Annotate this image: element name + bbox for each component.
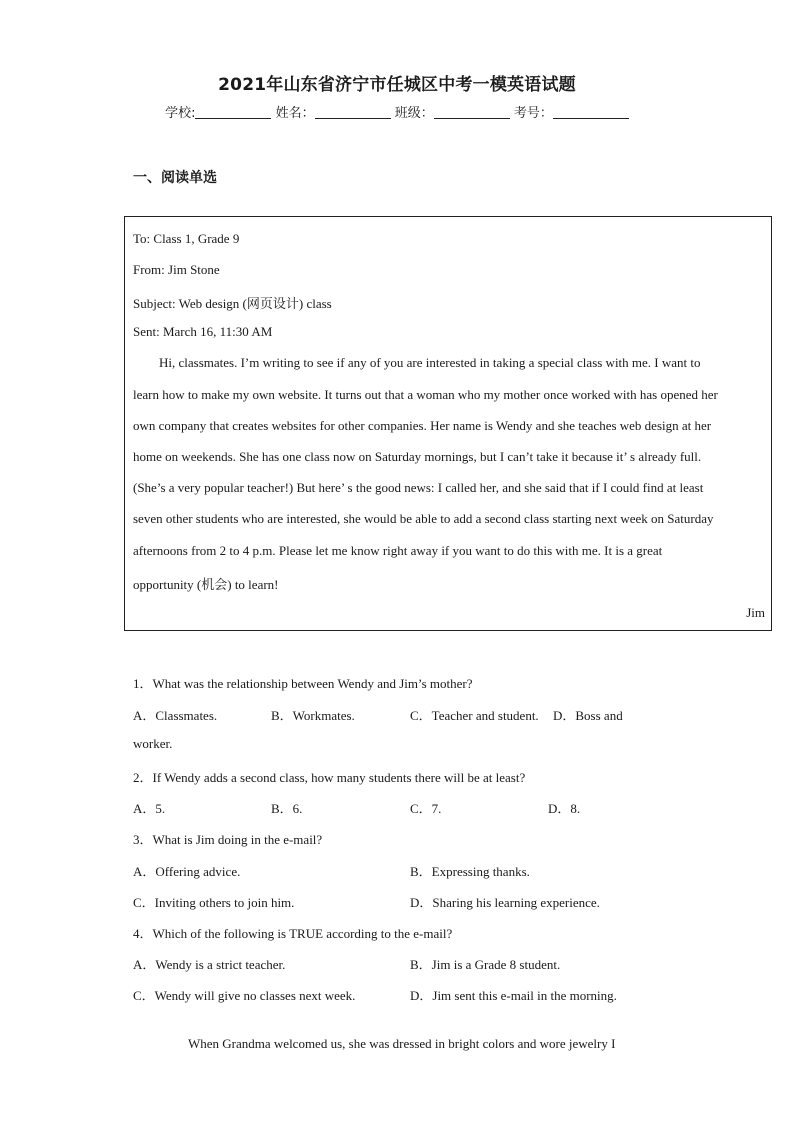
- q1-option-b[interactable]: B．Workmates.: [271, 708, 355, 723]
- exam-number-label: 考号：: [513, 106, 553, 121]
- email-signature: Jim: [746, 605, 765, 620]
- email-subject: Subject: Web design (网页设计) class: [133, 296, 332, 311]
- q1-option-c[interactable]: C．Teacher and student.: [410, 708, 539, 723]
- email-to: To: Class 1, Grade 9: [133, 231, 240, 246]
- email-body-line: (She’s a very popular teacher!) But here’ s the good news: I called her, and she said that if I could find at least: [133, 480, 704, 495]
- exam-title: 2021年山东省济宁市任城区中考一模英语试题: [218, 75, 576, 95]
- class-label: 班级：: [394, 106, 434, 121]
- student-info-line: [0, 102, 794, 121]
- email-body-line: Hi, classmates. I’m writing to see if any of you are interested in taking a special class with me. I want to: [159, 355, 701, 370]
- email-body-line: afternoons from 2 to 4 p.m. Please let me know right away if you want to do this with me. It is a great: [133, 543, 663, 558]
- question-2-text: 2．If Wendy adds a second class, how many students there will be at least?: [133, 770, 526, 785]
- class-blank[interactable]: [434, 105, 510, 119]
- school-blank[interactable]: [195, 105, 271, 119]
- email-body-line: seven other students who are interested, she would be able to add a second class starting next week on Saturday: [133, 511, 714, 526]
- q4-option-b[interactable]: B．Jim is a Grade 8 student.: [410, 957, 561, 972]
- email-passage-box: [124, 216, 772, 631]
- name-label: 姓名：: [275, 106, 315, 121]
- q2-option-c[interactable]: C．7.: [410, 801, 442, 816]
- name-blank[interactable]: [315, 105, 391, 119]
- q4-option-d[interactable]: D．Jim sent this e-mail in the morning.: [410, 988, 617, 1003]
- q2-option-d[interactable]: D．8.: [548, 801, 581, 816]
- email-from: From: Jim Stone: [133, 262, 220, 277]
- q1-option-d[interactable]: D．Boss and: [553, 708, 623, 723]
- question-1-text: 1．What was the relationship between Wendy and Jim’s mother?: [133, 676, 473, 691]
- q2-option-b[interactable]: B．6.: [271, 801, 303, 816]
- email-body-line: learn how to make my own website. It turns out that a woman who my mother once worked with has opened her: [133, 387, 718, 402]
- email-body-line: opportunity (机会) to learn!: [133, 577, 279, 592]
- school-label: 学校:: [165, 106, 196, 121]
- q1-option-a[interactable]: A．Classmates.: [133, 708, 218, 723]
- q4-option-a[interactable]: A．Wendy is a strict teacher.: [133, 957, 286, 972]
- q3-option-d[interactable]: D．Sharing his learning experience.: [410, 895, 600, 910]
- question-4-text: 4．Which of the following is TRUE according to the e-mail?: [133, 926, 453, 941]
- q1-option-d-continuation: worker.: [133, 736, 173, 751]
- q3-option-b[interactable]: B．Expressing thanks.: [410, 864, 530, 879]
- q2-option-a[interactable]: A．5.: [133, 801, 166, 816]
- next-passage-first-line: When Grandma welcomed us, she was dressed in bright colors and wore jewelry I: [188, 1036, 616, 1051]
- section-title: 一、阅读单选: [133, 170, 217, 186]
- email-body-line: own company that creates websites for other companies. Her name is Wendy and she teaches web design at her: [133, 418, 712, 433]
- email-sent: Sent: March 16, 11:30 AM: [133, 324, 273, 339]
- q3-option-a[interactable]: A．Offering advice.: [133, 864, 241, 879]
- q4-option-c[interactable]: C．Wendy will give no classes next week.: [133, 988, 356, 1003]
- q3-option-c[interactable]: C．Inviting others to join him.: [133, 895, 295, 910]
- exam-number-blank[interactable]: [553, 105, 629, 119]
- question-3-text: 3．What is Jim doing in the e-mail?: [133, 832, 323, 847]
- email-body-line: home on weekends. She has one class now on Saturday mornings, but I can’t take it because it’ s already full.: [133, 449, 702, 464]
